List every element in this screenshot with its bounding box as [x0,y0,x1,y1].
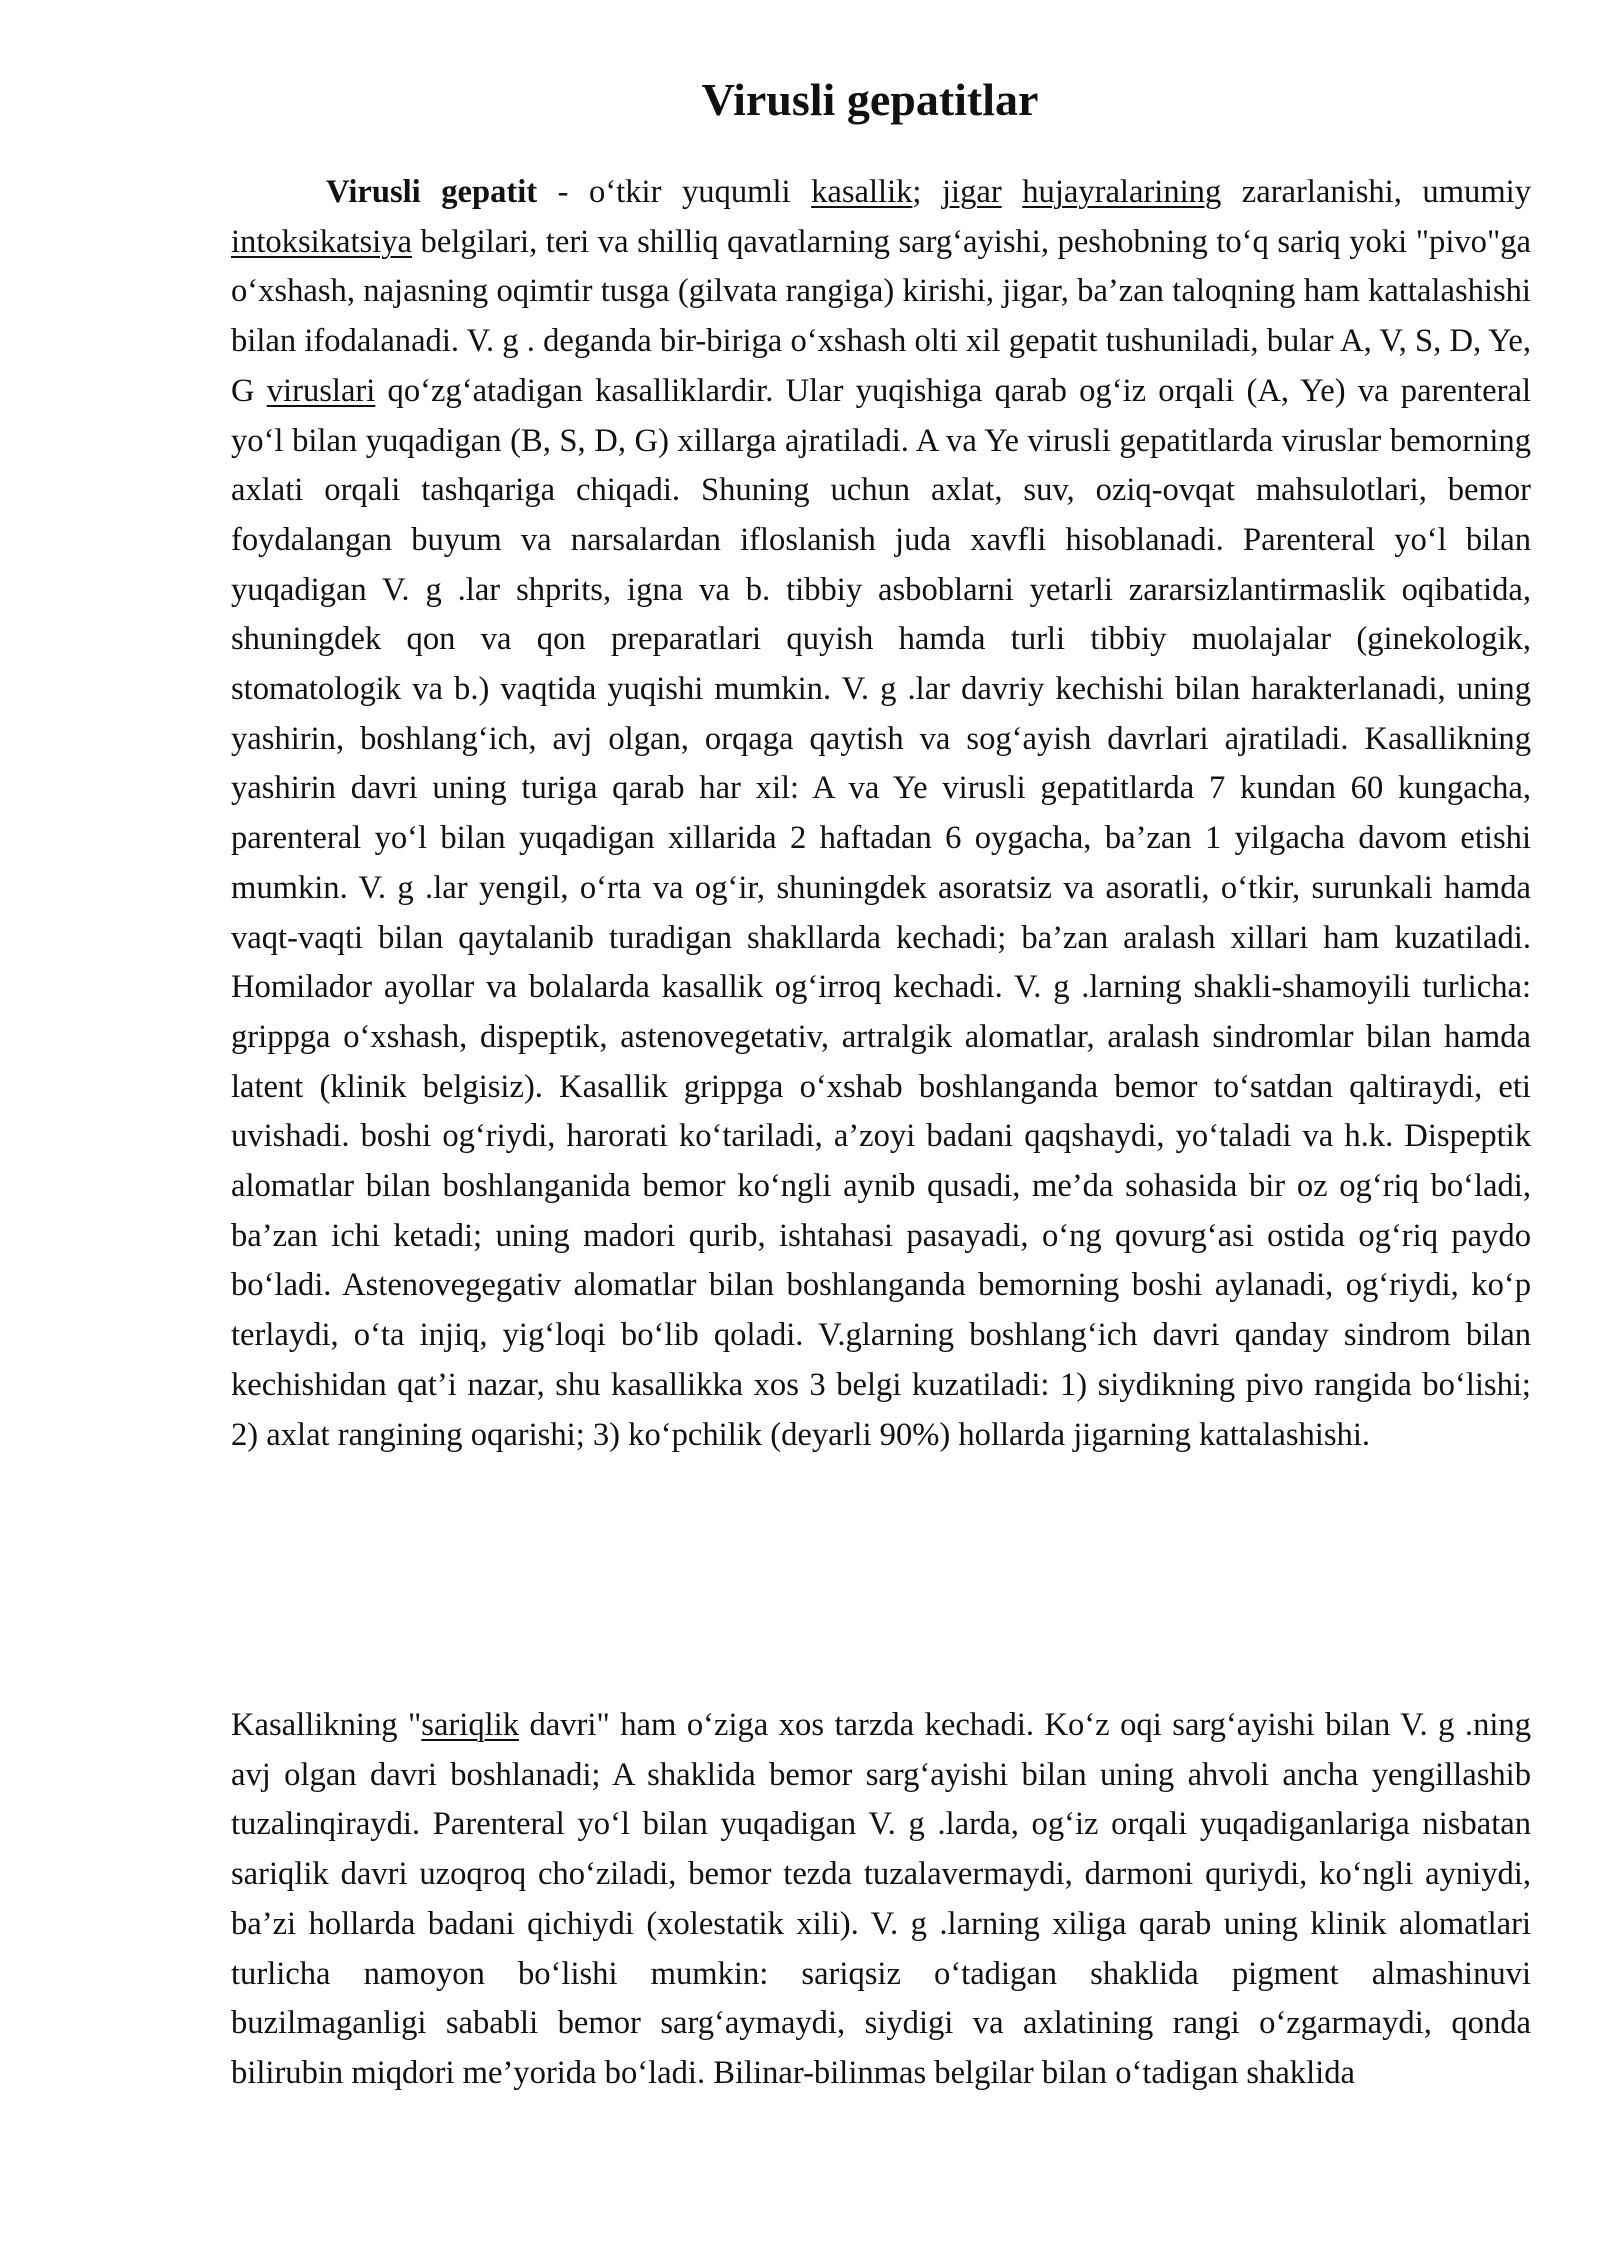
link-jigar[interactable]: jigar [942,174,1002,210]
text-span: ; [912,174,942,210]
term-virusli-gepatit: Virusli gepatit [326,174,538,210]
paragraph-sariqlik-davri [231,1701,1531,2099]
text-span: qo‘zg‘atadigan kasalliklardir. Ular yuqishiga qarab og‘iz orqali (A, Ye) va parenteral yo‘l bilan yuqadigan (B, S, D, G) xillarga ajratiladi. A va Ye virusli gepatitlarda viruslar bemorning axlati orqali tashqariga chiqadi. Shuning uchun axlat, suv, oziq-ovqat mahsulotlari, bemor foydalangan buyum va narsalardan ifloslanish juda xavfli hisoblanadi. Parenteral yo‘l bilan yuqadigan V. g .lar shprits, igna va b. tibbiy asboblarni yetarli zararsizlantirmaslik oqibatida, shuningdek qon va qon preparatlari quyish hamda turli tibbiy muolajalar (ginekologik, stomatologik va b.) vaqtida yuqishi mumkin. V. g .lar davriy kechishi bilan harakterlanadi, uning yashirin, boshlang‘ich, avj olgan, orqaga qaytish va sog‘ayish davrlari ajratiladi. Kasallikning yashirin davri uning turiga qarab har xil: A va Ye virusli gepatitlarda 7 kundan 60 kungacha, parenteral yo‘l bilan yuqadigan xillarida 2 haftadan 6 oygacha, ba’zan 1 yilgacha davom etishi mumkin. V. g .lar yengil, o‘rta va og‘ir, shuningdek asoratsiz va asoratli, o‘tkir, surunkali hamda vaqt-vaqti bilan qaytalanib turadigan shakllarda kechadi; ba’zan aralash xillari ham kuzatiladi. Homilador ayollar va bolalarda kasallik og‘irroq kechadi. V. g .larning shakli-shamoyili turlicha: grippga o‘xshash, dispeptik, astenovegetativ, artralgik alomatlar, aralash sindromlar bilan hamda latent (klinik belgisiz). Kasallik grippga o‘xshab boshlanganda bemor to‘satdan qaltiraydi, eti uvishadi. boshi og‘riydi, harorati ko‘tariladi, a’zoyi badani qaqshaydi, yo‘taladi va h.k. Dispeptik alomatlar bilan boshlanganida bemor ko‘ngli aynib qusadi, me’da sohasida bir oz og‘riq bo‘ladi, ba’zan ichi ketadi; uning madori qurib, ishtahasi pasayadi, o‘ng qovurg‘asi ostida og‘riq paydo bo‘ladi. Astenovegegativ alomatlar bilan boshlanganda bemorning boshi aylanadi, og‘riydi, ko‘p terlaydi, o‘ta injiq, yig‘loqi bo‘lib qoladi. V.glarning boshlang‘ich davri qanday sindrom bilan kechishidan qat’i nazar, shu kasallikka xos 3 belgi kuzatiladi: 1) siydikning pivo rangida bo‘lishi; 2) axlat rangining oqarishi; 3) ko‘pchilik (deyarli 90%) hollarda jigarning kattalashishi. [231,372,1531,1453]
text-span: - o‘tkir yuqumli [537,174,812,210]
text-span: davri" ham o‘ziga xos tarzda kechadi. Ko‘z oqi sarg‘ayishi bilan V. g .ning avj olgan davri boshlanadi; A shaklida bemor sarg‘ayishi bilan uning ahvoli ancha yengillashib tuzalinqiraydi. Parenteral yo‘l bilan yuqadigan V. g .larda, og‘iz orqali yuqadiganlariga nisbatan sariqlik davri uzoqroq cho‘ziladi, bemor tezda tuzalavermaydi, darmoni quriydi, ko‘ngli ayniydi, ba’zi hollarda badani qichiydi (xolestatik xili). V. g .larning xiliga qarab uning klinik alomatlari turlicha namoyon bo‘lishi mumkin: sariqsiz o‘tadigan shaklida pigment almashinuvi buzilmaganligi sababli bemor sarg‘aymaydi, siydigi va axlatining rangi o‘zgarmaydi, qonda bilirubin miqdori me’yorida bo‘ladi. Bilinar-bilinmas belgilar bilan o‘tadigan shaklida [231,1707,1531,2091]
link-hujayralarining[interactable]: hujayralarining [1022,174,1222,210]
link-intoksikatsiya[interactable]: intoksikatsiya [231,223,412,260]
text-span: belgilari, teri va shilliq qavatlarning sarg‘ayishi, peshobning to‘q sariq yoki "pivo"ga o‘xshash, najasning oqimtir tusga (gilvata rangiga) kirishi, jigar, ba’zan taloqning ham kattalashishi bilan ifodalanadi. V. g . deganda bir-biriga o‘xshash olti xil gepatit tushuniladi, bular A, V, S, D, Ye, G [231,223,1531,409]
link-kasallik[interactable]: kasallik [811,174,913,210]
paragraph-definition [231,168,1531,1460]
page-title: Virusli gepatitlar [701,74,1039,125]
text-span: Kasallikning " [231,1707,422,1743]
link-sariqlik[interactable]: sariqlik [421,1707,520,1743]
text-span [1002,174,1023,210]
link-viruslari[interactable]: viruslari [266,372,376,409]
text-span: zararlanishi, umumiy [1221,174,1531,210]
